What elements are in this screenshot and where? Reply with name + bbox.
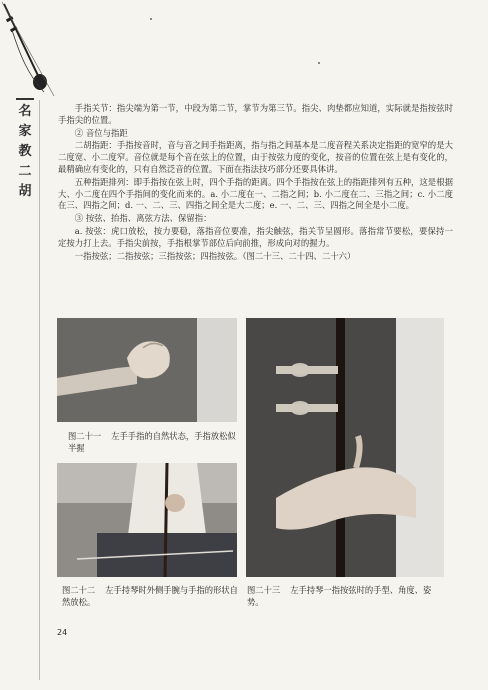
paragraph: 五种指距排列：即手指按在弦上时，四个手指的距离。四个手指按在弦上的指距排列有五种，这是根据大、小二度在四个手指间的变化而来的。a. 小二度在一、二指之间；b. 小二度在二、三指之间；c. 小二度在三、四指之间；d. 一、二、三、四指之间全是大二度；e. 一、二、三、四指之间全是小二度。: [58, 176, 453, 211]
sidebar-divider: [39, 100, 40, 680]
figure-caption-text: 左手手指的自然状态，手指放松似半握: [68, 431, 236, 453]
figure-caption-text: 左手持琴时外侧手腕与手指的形状自然放松。: [62, 585, 238, 607]
erhu-illustration: [0, 0, 60, 110]
sidebar-title-char: 名: [18, 104, 32, 119]
figure-caption-text: 左手持琴一指按弦时的手型、角度、姿势。: [247, 585, 432, 607]
paragraph: 一指按弦；二指按弦；三指按弦；四指按弦。（图二十三、二十四、二十六）: [74, 250, 356, 261]
section-heading: ② 音位与指距: [74, 127, 128, 138]
sidebar-title-char: 胡: [18, 184, 32, 199]
figure-number: 图二十二: [62, 585, 96, 595]
paragraph: 二胡指距：手指按音时，音与音之间手指距离，指与指之间基本是二度音程关系决定指距的宽窄的是大二度宽、小二度窄。音位就是每个音在弦上的位置，由于按弦力度的变化，按音的位置在弦上是有变化的，最精确应有变化的，只有自然泛音的位置。下面在指法技巧部分还要具体讲。: [58, 140, 453, 174]
figure-caption: [68, 430, 243, 454]
sidebar-title: [16, 98, 34, 202]
sidebar-title-char: 二: [18, 164, 32, 179]
speck: [318, 62, 320, 64]
sidebar-title-char: 家: [18, 124, 32, 139]
paragraph: 手指关节：指尖端为第一节，中段为第二节，掌节为第三节。指尖、肉垫都应知道，实际就是指按弦时手指尖的位置。: [58, 103, 453, 125]
figure-photo: [246, 318, 444, 577]
figure-caption: [62, 584, 242, 608]
sidebar-title-char: 教: [18, 144, 32, 159]
speck: [150, 18, 152, 20]
figure-number: 图二十一: [68, 431, 102, 441]
section-heading: ③ 按弦、抬指、离弦方法、保留指：: [74, 213, 212, 224]
paragraph: a. 按弦：虎口放松，按力要稳，落指音位要准，指尖触弦，指关节呈圆形。落指常节要松，要保持一定按力打上去。手指尖前按，手指根掌节部位后向前推，形成向对的握力。: [58, 225, 453, 248]
page-number: 24: [57, 628, 68, 637]
body-text: [58, 103, 453, 263]
figure-caption: [247, 584, 443, 608]
figure-number: 图二十三: [247, 585, 281, 595]
figure-photo: [57, 318, 237, 422]
figure-photo: [57, 463, 237, 577]
